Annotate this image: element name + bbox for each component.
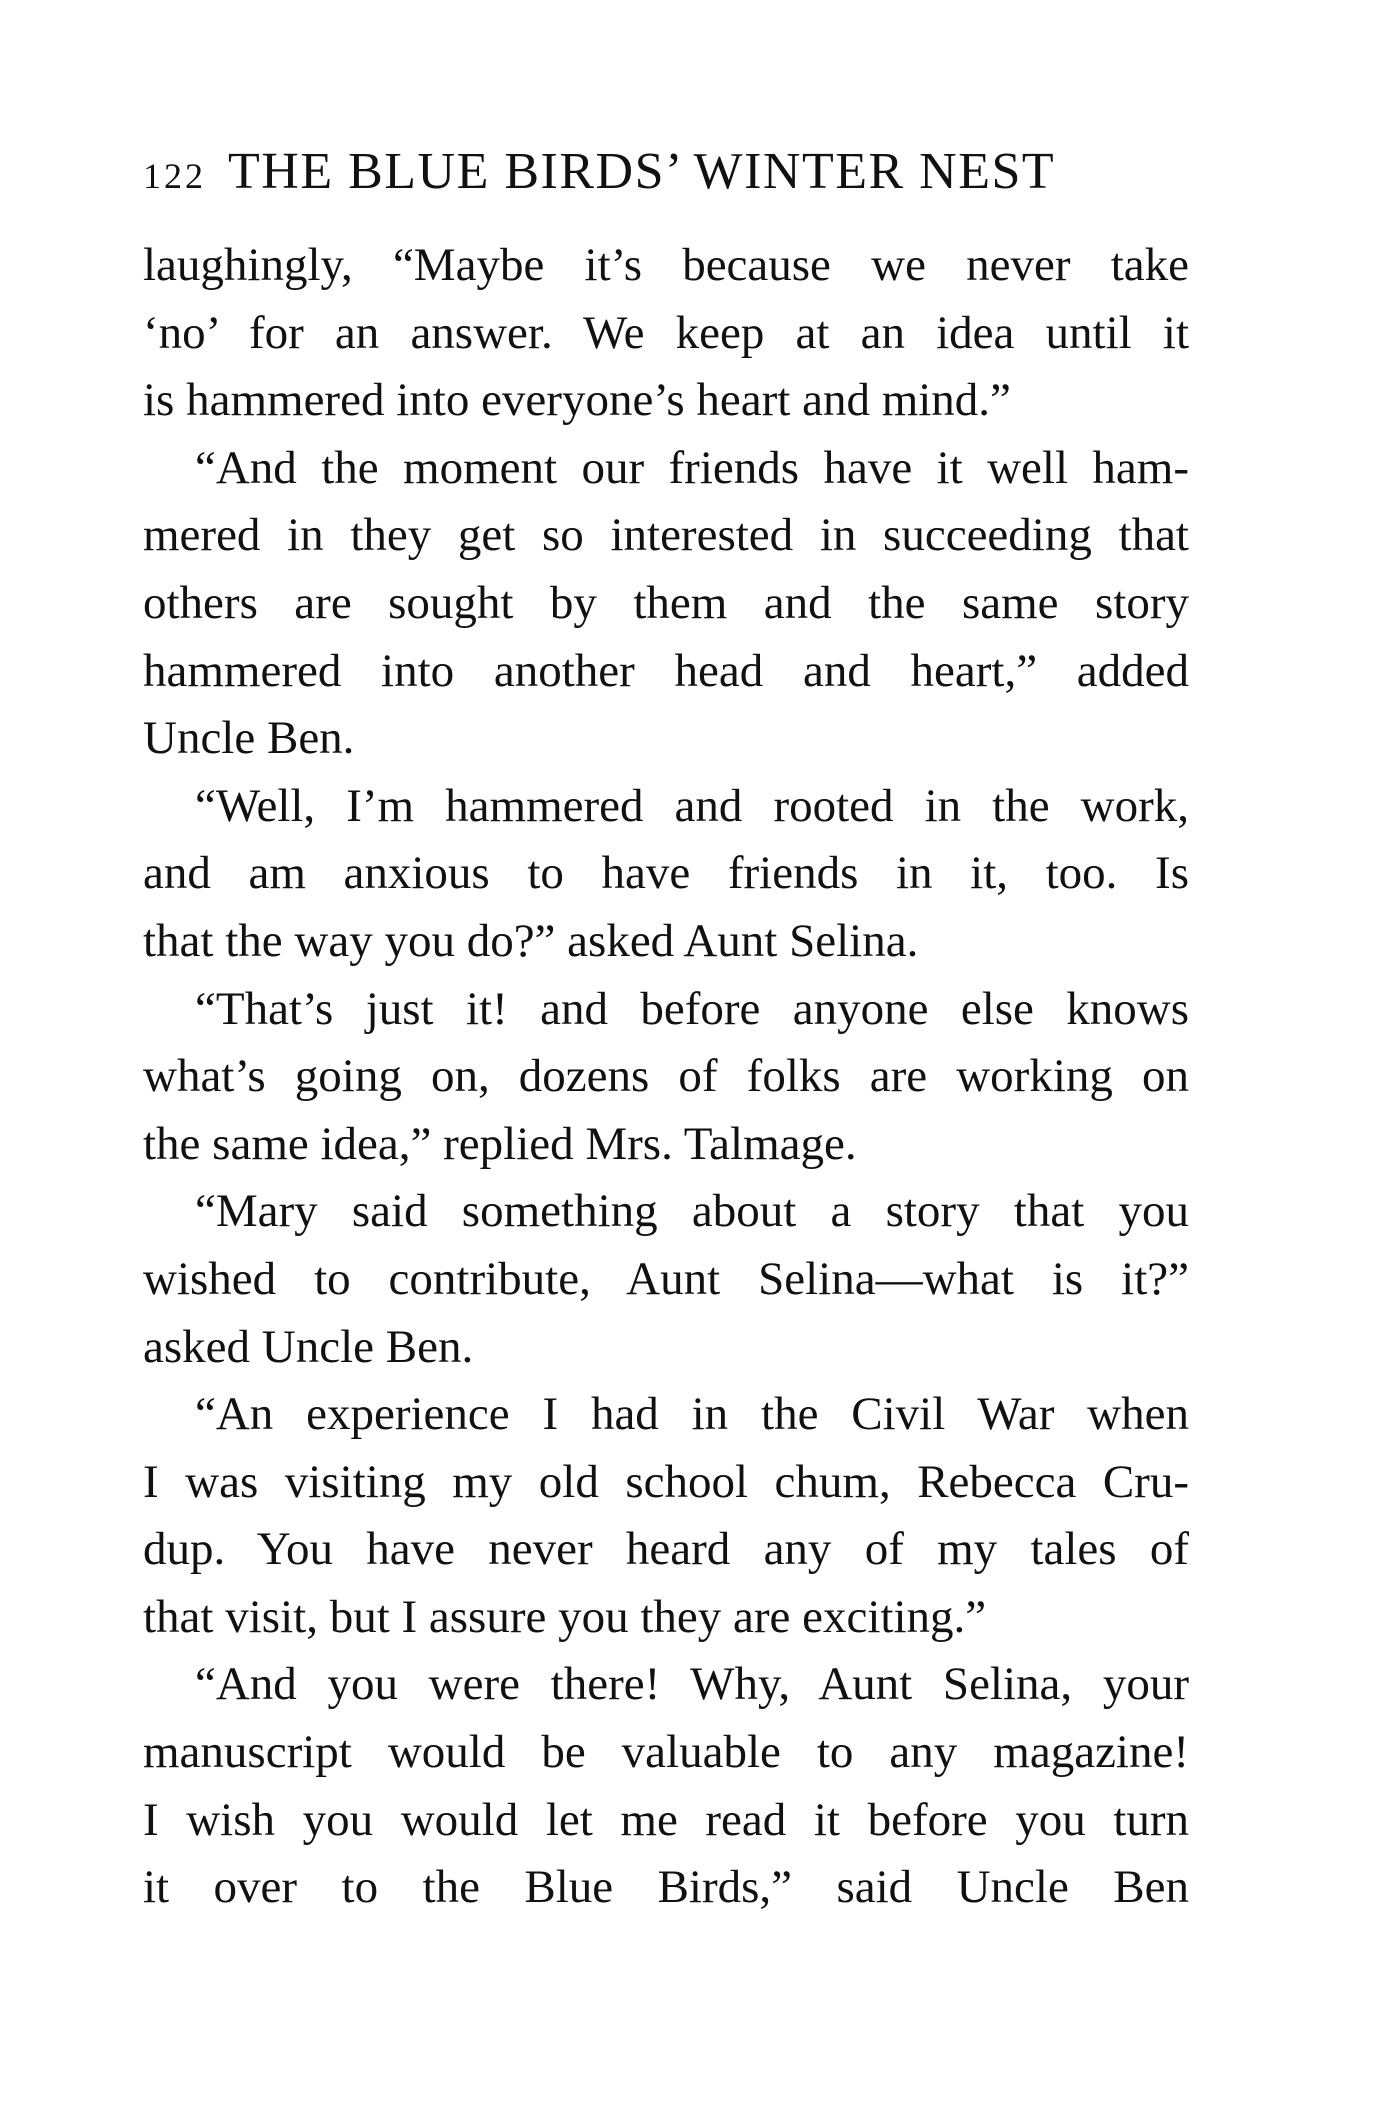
text-line: “Well, I’m hammered and rooted in the work, <box>195 779 1189 832</box>
text-line: laughingly, “Maybe it’s because we never take <box>143 239 1189 291</box>
text-line: what’s going on, dozens of folks are working on <box>143 1050 1189 1103</box>
text-line: ‘no’ for an answer. We keep at an idea until it <box>143 306 1189 359</box>
text-line: “And the moment our friends have it well ham- <box>195 441 1189 494</box>
page-header <box>143 142 1223 202</box>
text-line: the same idea,” replied Mrs. Talmage. <box>143 1117 857 1170</box>
text-line: “And you were there! Why, Aunt Selina, your <box>195 1658 1189 1711</box>
text-line: “An experience I had in the Civil War when <box>195 1388 1189 1441</box>
text-line: Uncle Ben. <box>143 712 355 765</box>
text-line: and am anxious to have friends in it, too. Is <box>143 847 1189 900</box>
running-title: THE BLUE BIRDS’ WINTER NEST <box>228 143 1056 200</box>
text-line: that the way you do?” asked Aunt Selina. <box>143 914 919 967</box>
text-line: manuscript would be valuable to any magazine! <box>143 1726 1189 1779</box>
text-line: mered in they get so interested in succeeding that <box>143 509 1189 562</box>
text-line: dup. You have never heard any of my tales of <box>143 1523 1189 1576</box>
text-line: wished to contribute, Aunt Selina—what is it?” <box>143 1252 1189 1305</box>
text-line: I was visiting my old school chum, Rebecca Cru- <box>143 1455 1189 1508</box>
text-line: hammered into another head and heart,” added <box>143 644 1189 697</box>
text-line: “That’s just it! and before anyone else knows <box>195 982 1189 1035</box>
text-line: “Mary said something about a story that you <box>195 1185 1189 1238</box>
text-line: others are sought by them and the same story <box>143 576 1189 629</box>
text-line: is hammered into everyone’s heart and mind.” <box>143 374 1011 427</box>
body-text <box>143 232 1189 1922</box>
text-line: it over to the Blue Birds,” said Uncle Ben <box>143 1861 1189 1914</box>
text-line: that visit, but I assure you they are exciting.” <box>143 1590 987 1643</box>
text-line: I wish you would let me read it before you turn <box>143 1793 1189 1846</box>
text-line: asked Uncle Ben. <box>143 1320 474 1373</box>
page-number: 122 <box>143 156 206 196</box>
